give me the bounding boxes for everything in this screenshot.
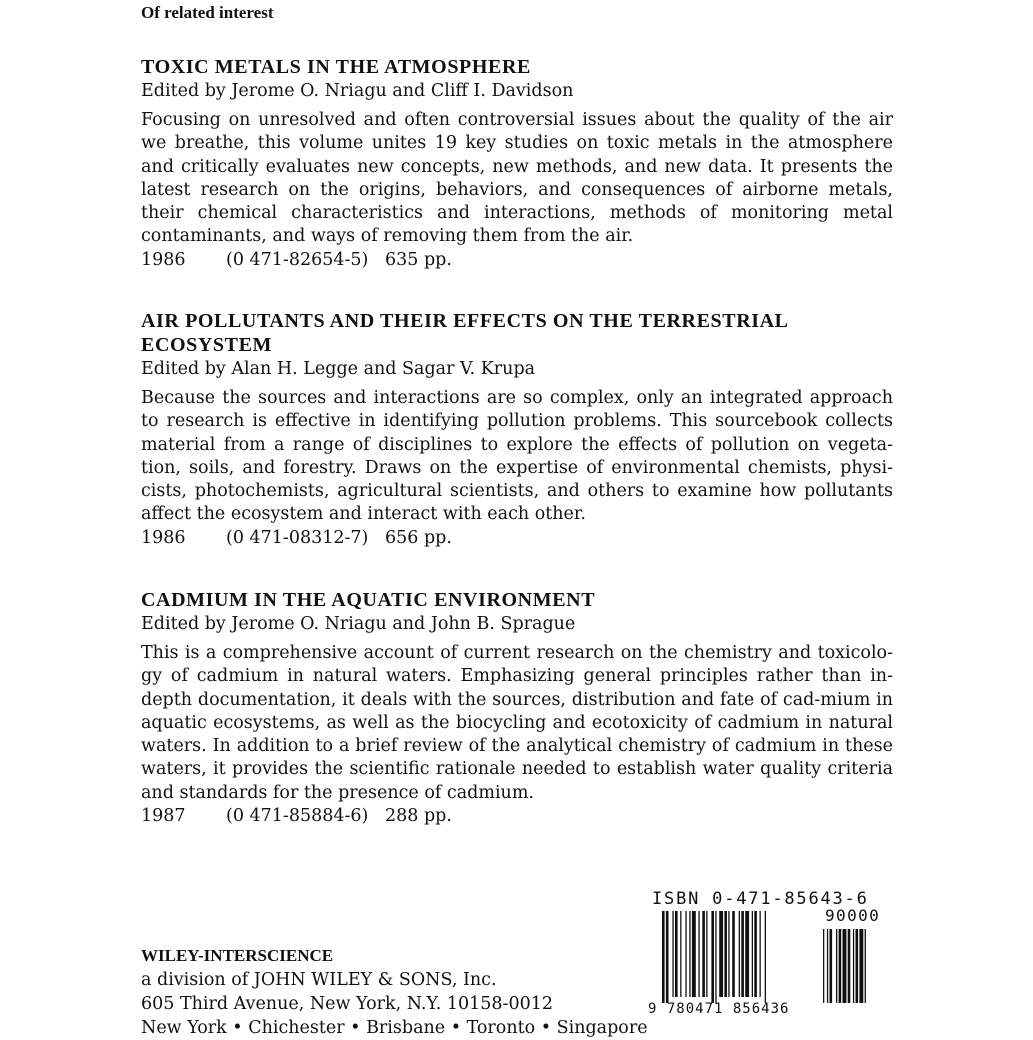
barcode-ean-digits: 9 780471 856436 <box>648 1001 790 1017</box>
book-entry <box>141 309 893 550</box>
book-editors: Edited by Jerome O. Nriagu and John B. Sprague <box>141 614 576 634</box>
section-heading: Of related interest <box>141 3 274 22</box>
book-isbn: (0 471-85884-6) <box>226 806 369 827</box>
book-entry <box>141 55 893 272</box>
book-publication-info <box>141 249 893 272</box>
publisher-cities: New York • Chichester • Brisbane • Toronto • Singapore <box>141 1018 648 1038</box>
book-title: TOXIC METALS IN THE ATMOSPHERE <box>141 56 531 78</box>
barcode-isbn-label: ISBN 0-471-85643-6 <box>652 889 869 909</box>
book-pages: 635 pp. <box>385 249 452 270</box>
book-title: AIR POLLUTANTS AND THEIR EFFECTS ON THE TERRESTRIAL ECOSYSTEM <box>141 310 788 356</box>
book-publication-info <box>141 527 893 550</box>
publisher-division: a division of JOHN WILEY & SONS, Inc. <box>141 970 497 990</box>
book-editors: Edited by Jerome O. Nriagu and Cliff I. Davidson <box>141 81 574 101</box>
book-year: 1987 <box>141 806 186 827</box>
book-editors: Edited by Alan H. Legge and Sagar V. Krupa <box>141 359 536 379</box>
book-publication-info <box>141 805 893 828</box>
book-entry <box>141 588 893 828</box>
book-year: 1986 <box>141 249 186 270</box>
barcode-addon-digits: 90000 <box>825 906 881 925</box>
book-pages: 288 pp. <box>385 806 452 827</box>
isbn-barcode <box>648 889 898 1029</box>
publisher-name: WILEY-INTERSCIENCE <box>141 946 334 965</box>
publisher-address: 605 Third Avenue, New York, N.Y. 10158-0012 <box>141 994 554 1014</box>
book-description: Focusing on unresolved and often controversial issues about the quality of the air we breathe, this volume unites 19 key studies on toxic metals in the atmosphere and critically evaluates new concepts, new methods, and new data. It presents the latest research on the origins, behaviors, and consequences of airborne metals, their chemical characteristics and interactions, methods of monitoring metal contaminants, and ways of removing them from the air. <box>141 110 893 247</box>
book-title: CADMIUM IN THE AQUATIC ENVIRONMENT <box>141 589 596 611</box>
book-pages: 656 pp. <box>385 527 452 548</box>
book-year: 1986 <box>141 527 186 548</box>
book-isbn: (0 471-82654-5) <box>226 249 369 270</box>
book-description: This is a comprehensive account of current research on the chemistry and toxicolo-gy of cadmium in natural waters. Emphasizing general principles rather than in-depth documentation, it deals with the sources, distribution and fate of cad-mium in aquatic ecosystems, as well as the biocycling and ecotoxicity of cadmium in natural waters. In addition to a brief review of the analytical chemistry of cadmium in these waters, it provides the scientific rationale needed to establish water quality criteria and standards for the presence of cadmium. <box>141 643 893 803</box>
book-description: Because the sources and interactions are so complex, only an integrated approach to research is effective in identifying pollution problems. This sourcebook collects material from a range of disciplines to explore the effects of pollution on vegeta-tion, soils, and forestry. Draws on the expertise of environmental chemists, physi-cists, photochemists, agricultural scientists, and others to examine how pollutants affect the ecosystem and interact with each other. <box>141 388 893 525</box>
book-isbn: (0 471-08312-7) <box>226 527 369 548</box>
publisher-block <box>141 944 648 1040</box>
